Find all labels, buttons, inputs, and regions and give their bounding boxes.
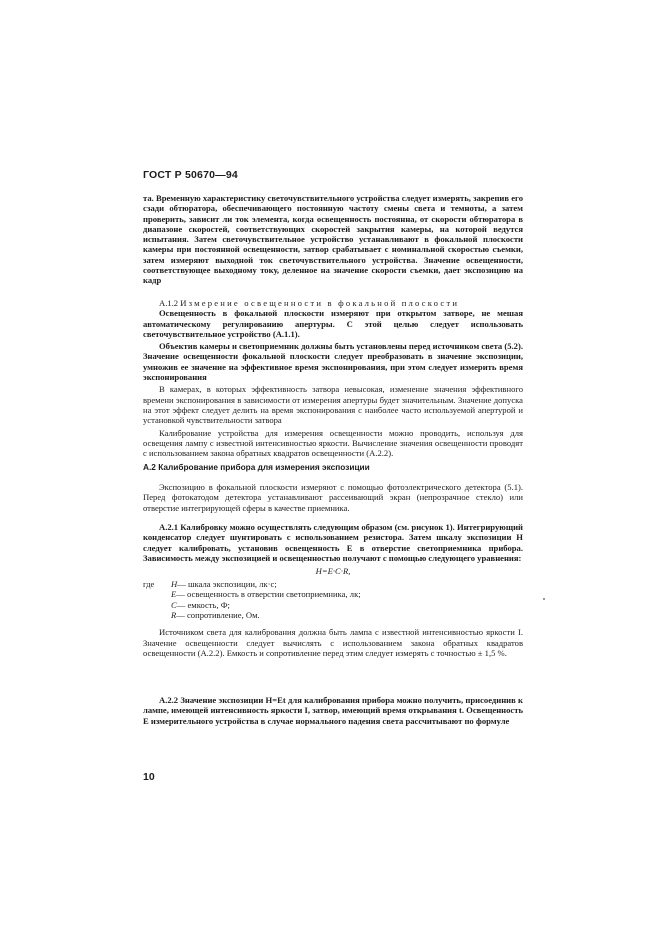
variable-row [143, 589, 523, 599]
variable-symbol: C [171, 599, 177, 610]
section-a2-heading: А.2 Калибрование прибора для измерения экспозиции [143, 462, 370, 472]
document-code: ГОСТ Р 50670—94 [143, 169, 238, 181]
section-a2 [143, 462, 523, 513]
intro-paragraph-block [143, 193, 523, 286]
section-a12-paragraph-4: Калибрование устройства для измерения освещенности можно проводить, используя для освещения лампу с известной интенсивностью яркости. Вычисление значения освещенности проводят с использованием закона обратных квадратов освещенности (А.2.2). [143, 427, 523, 459]
variable-row [143, 610, 523, 620]
section-a21 [143, 522, 523, 658]
variable-description: — емкость, Ф; [176, 599, 230, 610]
variable-symbol: H [171, 579, 178, 590]
variable-description: — освещенность в отверстии светоприемника, лк; [176, 589, 361, 600]
formula-exposure: H=E·C·R, [315, 566, 351, 577]
variable-row [143, 600, 523, 610]
section-a2-paragraph: Экспозицию в фокальной плоскости измеряют с помощью фотоэлектрического детектора (5.1). Перед фотокатодом детектора устанавливают рассеивающий экран (непрозрачное стекло) или отверстие интегрирующей сферы в качестве приемника. [143, 482, 523, 513]
section-a21-paragraph-2: Источником света для калибрования должна быть лампа с известной интенсивностью яркости I. Значение освещенности следует вычислять с использованием закона обратных квадратов освещенности (А.2.2). Емкость и сопротивление перед этим следует измерять с точностью ± 1,5 %. [143, 627, 523, 658]
variable-symbol: R [171, 610, 177, 621]
where-label: где [143, 579, 155, 590]
section-a22 [143, 695, 523, 726]
section-a12-paragraph-2: Объектив камеры и светоприемник должны быть установлены перед источником света (5.2). Значение освещенности фокальной плоскости следует преобразовать в значение экспозиции, умножив ее значение на эффективное время экспонирования, при этом следует измерить время экспонирования [143, 341, 523, 383]
variable-description: — сопротивление, Ом. [176, 610, 260, 621]
variable-definitions [143, 579, 523, 620]
page-number: 10 [143, 771, 155, 783]
variable-row [143, 579, 523, 589]
section-a12-heading [143, 298, 523, 308]
section-a12 [143, 298, 523, 458]
section-a12-number: А.1.2 [159, 298, 179, 308]
variable-description: — шкала экспозиции, лк·с; [177, 579, 277, 590]
variable-symbol: E [171, 589, 177, 600]
section-a12-title: Измерение освещенности в фокальной плоскости [180, 298, 460, 308]
section-a12-paragraph-1: Освещенность в фокальной плоскости измеряют при открытом затворе, не мешая автоматическому регулированию апертуры. С этой целью следует использовать светочувствительное устройство (А.1.1). [143, 308, 523, 339]
section-a21-paragraph-1: А.2.1 Калибровку можно осуществлять следующим образом (см. рисунок 1). Интегрирующий конденсатор следует шунтировать с использованием резистора. Затем шкалу экспозиции H следует калибровать, установив освещенность E в отверстие светоприемника прибора. Зависимость между экспозицией и освещенностью получают с помощью следующего уравнения: [143, 522, 523, 563]
section-a22-paragraph: А.2.2 Значение экспозиции H=Et для калибрования прибора можно получить, присоединив к лампе, имеющей интенсивность яркости I, затвор, имеющий время открывания t. Освещенность E измерительного устройства в случае нормального падения света рассчитывают по формуле [143, 695, 523, 726]
section-a12-paragraph-3: В камерах, в которых эффективность затвора невысокая, изменение значения эффективного времени экспонирования в зависимости от измерения апертуры будет значительным. Значение допуска на этот эффект следует делить на время экспонирования с наиболее часто используемой апертурой и установкой чувствительности затвора [143, 384, 523, 426]
scan-speck [543, 598, 545, 600]
paragraph-time-response: та. Временную характеристику светочувствительного устройства следует измерять, закрепив его сзади обтюратора, обеспечивающего постоянную частоту смены света и темноты, а затем проверить, зависит ли ток элемента, когда освещенность постоянна, от скорости обтюратора в диапазоне скоростей, соответствующих скоростей закрытия камеры, на которой ведутся испытания. Затем светочувствительное устройство устанавливают в фокальной плоскости камеры при постоянной освещенности, затвор срабатывает с номинальной скоростью съемки, затем измеряют выходной ток светочувствительного устройства. Значение освещенности, соответствующее выходному току, деленное на значение скорости съемки, дает экспозицию на кадр [143, 193, 523, 286]
